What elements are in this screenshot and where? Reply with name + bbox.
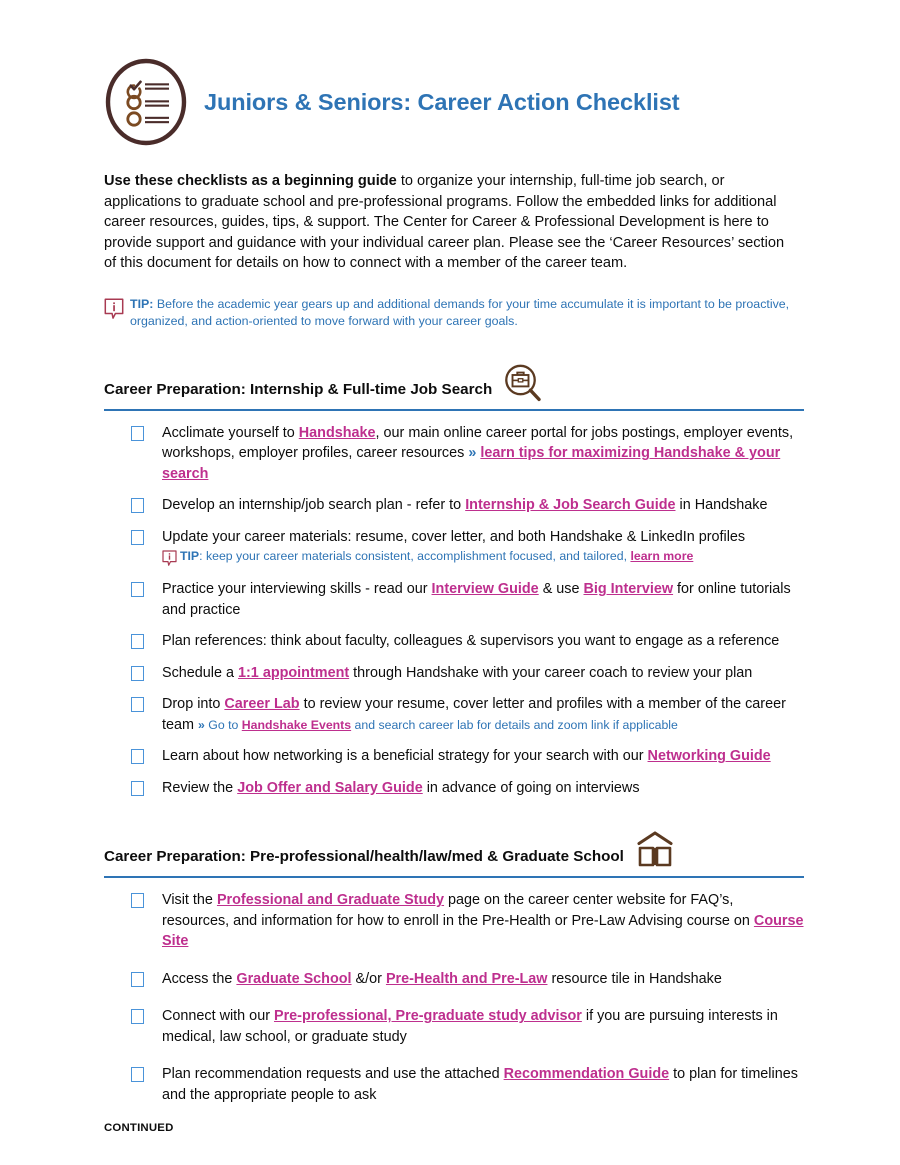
inline-note [198, 718, 678, 732]
checklist-item[interactable] [131, 746, 804, 767]
inline-tip [162, 548, 745, 568]
checkbox[interactable] [131, 530, 144, 545]
checklist-item-text [162, 746, 771, 767]
checklist-item[interactable] [131, 527, 804, 569]
resource-link[interactable]: Interview Guide [431, 581, 539, 598]
continued-footer: CONTINUED [104, 1122, 174, 1135]
item-text-run: & use [538, 581, 584, 598]
checkbox[interactable] [131, 893, 144, 908]
checkbox[interactable] [131, 498, 144, 513]
checklist-item-text [162, 579, 804, 620]
resource-link[interactable]: Professional and Graduate Study [216, 892, 445, 909]
chevron-marker: » [468, 445, 481, 462]
checklist-item[interactable] [131, 631, 804, 652]
section [104, 363, 804, 799]
page-title: Juniors & Seniors: Career Action Checklist [204, 88, 680, 115]
item-text-run: resource tile in Handshake [547, 970, 722, 987]
item-text-run: in advance of going on interviews [422, 779, 640, 796]
checkbox[interactable] [131, 781, 144, 796]
checklist-item[interactable] [131, 579, 804, 620]
checklist-item-text [162, 694, 804, 735]
item-text-run: Access the [162, 970, 237, 987]
checklist-item-text [162, 663, 752, 684]
resource-link[interactable]: 1:1 appointment [238, 664, 350, 681]
checklist-item-text [162, 631, 779, 652]
checklist-item[interactable] [131, 890, 804, 952]
checklist-item[interactable] [131, 1064, 804, 1105]
resource-link[interactable]: Career Lab [224, 696, 300, 713]
page-content [104, 0, 804, 1134]
checkbox[interactable] [131, 749, 144, 764]
resource-link[interactable]: learn tips for maximizing Handshake & your search [162, 445, 781, 482]
resource-link[interactable]: Networking Guide [647, 748, 771, 765]
chevron-marker: » [198, 717, 209, 732]
inline-tip-text [180, 548, 693, 565]
checklist-item[interactable] [131, 969, 804, 990]
item-text-run: Acclimate yourself to [162, 424, 299, 441]
resource-link[interactable]: Job Offer and Salary Guide [237, 779, 423, 796]
checklist-item[interactable] [131, 423, 804, 485]
item-text-run: Practice your interviewing skills - read our [162, 581, 432, 598]
checklist-item[interactable] [131, 694, 804, 735]
resource-link[interactable]: Course Site [162, 912, 804, 950]
item-text-run: , our main online career portal for jobs postings, employer events, workshops, employer profiles, career resources [162, 424, 794, 462]
section-title: Career Preparation: Pre-professional/health/law/med & Graduate School [104, 848, 624, 866]
checklist-item-text [162, 890, 804, 952]
tip-callout [104, 296, 804, 331]
resource-link[interactable]: Big Interview [583, 581, 674, 598]
item-text-run: Update your career materials: resume, cover letter, and both Handshake & LinkedIn profiles [162, 528, 746, 545]
resource-link[interactable]: Pre-professional, Pre-graduate study advisor [273, 1008, 582, 1025]
checklist-item[interactable] [131, 663, 804, 684]
section-divider [104, 409, 804, 411]
briefcase-magnifier-icon [502, 363, 544, 403]
checklist-item[interactable] [131, 1006, 804, 1047]
checkbox[interactable] [131, 1009, 144, 1024]
section-title: Career Preparation: Internship & Full-time Job Search [104, 380, 493, 398]
item-text-run: for online tutorials and practice [162, 581, 791, 618]
item-text-run: Develop an internship/job search plan - refer to [162, 497, 466, 514]
note-suffix: and search career lab for details and zoom link if applicable [351, 717, 678, 732]
tip-label: TIP [180, 549, 200, 564]
checkbox[interactable] [131, 1067, 144, 1082]
intro-body: to organize your internship, full-time job search, or applications to graduate school and pre-professional programs. Follow the embedded links for additional career resources, guides, tips, & support. The Center for Career & Professional Development is here to provide support and guidance with your individual career plan. Please see the ‘Career Resources’ section of this document for details on how to connect with a member of the career team. [104, 173, 785, 272]
resource-link[interactable]: Internship & Job Search Guide [465, 497, 676, 514]
section-header [104, 830, 804, 868]
section-header [104, 363, 804, 401]
resource-link[interactable]: Handshake [298, 424, 376, 441]
section-divider [104, 876, 804, 878]
item-text-run: Connect with our [162, 1008, 274, 1025]
info-bubble-icon [162, 550, 177, 568]
checkbox[interactable] [131, 582, 144, 597]
item-text-run: Plan references: think about faculty, colleagues & supervisors you want to engage as a reference [162, 633, 780, 650]
checklist-item-text [162, 423, 804, 485]
checkbox[interactable] [131, 666, 144, 681]
item-text-run: Drop into [162, 696, 225, 713]
item-text-run: if you are pursuing interests in medical, law school, or graduate study [162, 1008, 778, 1045]
checklist [104, 423, 804, 799]
item-text-run: in Handshake [675, 497, 768, 514]
checklist-item-text [162, 527, 745, 569]
resource-link[interactable]: learn more [630, 549, 694, 564]
checkbox[interactable] [131, 426, 144, 441]
item-text-run: Learn about how networking is a beneficial strategy for your search with our [162, 748, 648, 765]
resource-link[interactable]: Graduate School [236, 970, 352, 987]
checkbox[interactable] [131, 634, 144, 649]
checklist [104, 890, 804, 1105]
tip-callout-text [130, 296, 804, 331]
info-bubble-icon [104, 298, 124, 322]
tip-label: TIP: [130, 296, 154, 311]
item-text-run: &/or [351, 970, 386, 987]
item-text-run: through Handshake with your career coach to review your plan [349, 664, 753, 681]
checklist-item-text [162, 778, 640, 799]
item-text-run: to review your resume, cover letter and profiles with a member of the career team [162, 696, 786, 733]
resource-link[interactable]: Handshake Events [241, 717, 352, 732]
item-text-run: Visit the [162, 892, 217, 909]
item-text-run: Plan recommendation requests and use the attached [162, 1066, 504, 1083]
checklist-item-text [162, 1064, 804, 1105]
item-text-run: Schedule a [162, 664, 239, 681]
intro-lead: Use these checklists as a beginning guide [104, 173, 397, 189]
checklist-circle-icon [104, 57, 188, 147]
checkbox[interactable] [131, 697, 144, 712]
resource-link[interactable]: Recommendation Guide [503, 1066, 670, 1083]
item-text-run: page on the career center website for FAQ’s, resources, and information for how to enroll in the Pre-Health or Pre-Law Advising course on [162, 892, 754, 929]
checklist-item-text [162, 969, 722, 990]
checklist-item[interactable] [131, 778, 804, 799]
checkbox[interactable] [131, 972, 144, 987]
item-text-run: Review the [162, 779, 238, 796]
checklist-item[interactable] [131, 495, 804, 516]
intro-paragraph [104, 171, 794, 274]
section [104, 830, 804, 1105]
document-header [104, 0, 804, 150]
tip-body: : keep your career materials consistent, accomplishment focused, and tailored, [199, 549, 631, 564]
item-text-run: to plan for timelines and the appropriate people to ask [162, 1066, 798, 1103]
checklist-item-text [162, 1006, 804, 1047]
note-prefix: Go to [208, 717, 242, 732]
checklist-item-text [162, 495, 768, 516]
book-roof-icon [634, 830, 676, 870]
tip-body: Before the academic year gears up and additional demands for your time accumulate it is important to be proactive, organized, and action-oriented to move forward with your career goals. [130, 296, 790, 329]
resource-link[interactable]: Pre-Health and Pre-Law [385, 970, 548, 987]
sections-container [104, 363, 804, 1106]
